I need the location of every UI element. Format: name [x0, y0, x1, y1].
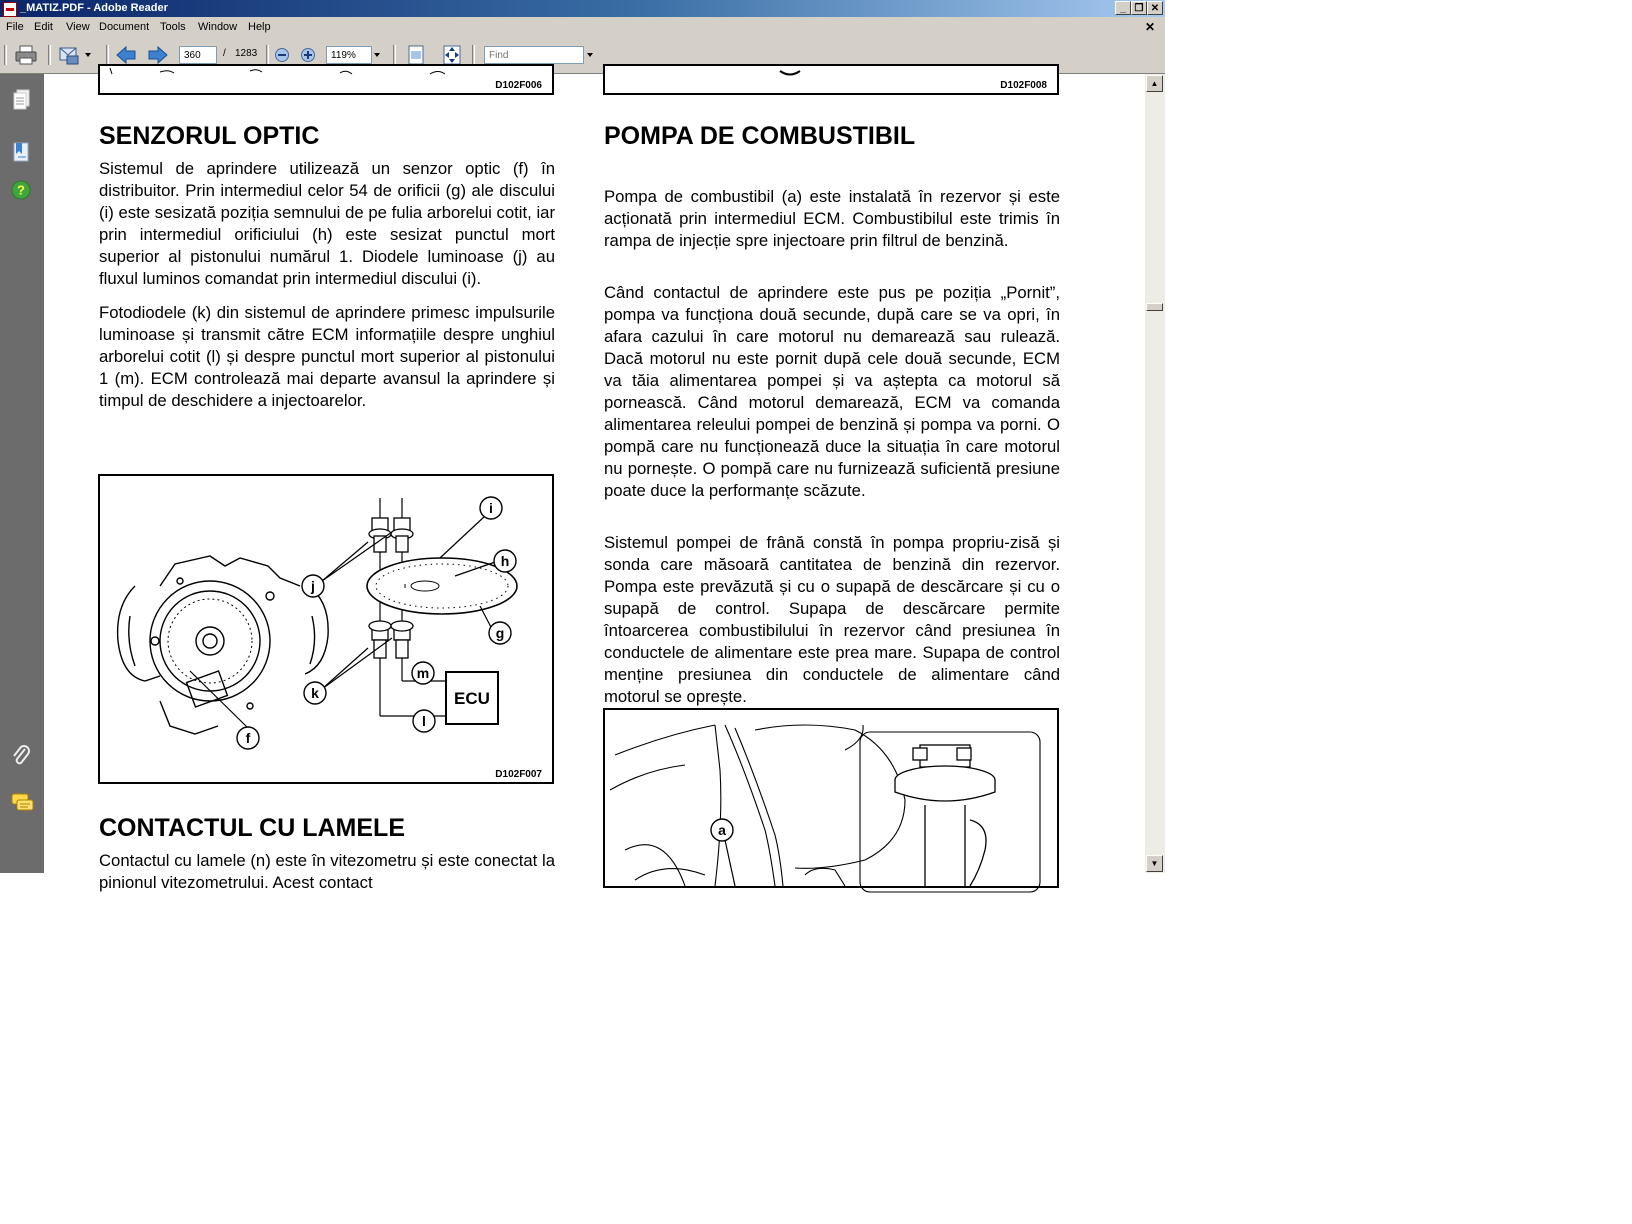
fuel-tank-diagram — [605, 710, 1057, 886]
find-dropdown-icon[interactable] — [586, 51, 594, 59]
callout-i: i — [489, 500, 493, 516]
vertical-scrollbar[interactable] — [1145, 74, 1165, 873]
minimize-button[interactable]: _ — [1115, 1, 1131, 15]
section-heading-optical-sensor: SENZORUL OPTIC — [99, 122, 320, 150]
previous-page-icon[interactable] — [115, 45, 137, 65]
callout-g: g — [495, 625, 505, 641]
menu-window[interactable]: Window — [198, 21, 238, 33]
paragraph-fuel-pump-1: Pompa de combustibil (a) este instalată în rezervor și este acționată prin intermediul ECM. Combustibilul este trimis în rampa de injecție spre injectoare prin filtrul de benzină. — [604, 187, 1060, 250]
optical-sensor-figure — [98, 474, 554, 784]
menu-tools[interactable]: Tools — [160, 21, 186, 33]
page-total: 1283 — [235, 48, 258, 59]
zoom-in-icon[interactable] — [300, 47, 316, 63]
section-heading-fuel-pump: POMPA DE COMBUSTIBIL — [604, 122, 916, 150]
window-title: _MATIZ.PDF - Adobe Reader — [20, 2, 168, 14]
figure-label: D102F007 — [495, 769, 542, 780]
document-view[interactable] — [44, 74, 1145, 892]
email-icon[interactable] — [57, 44, 81, 66]
document-close-icon[interactable]: ✕ — [1144, 20, 1155, 34]
zoom-dropdown-icon[interactable] — [373, 51, 381, 59]
toolbar-separator — [48, 45, 51, 65]
callout-l: l — [422, 713, 426, 729]
close-button[interactable]: ✕ — [1147, 1, 1163, 15]
scroll-up-button[interactable]: ▲ — [1146, 75, 1163, 92]
callout-k: k — [311, 685, 319, 701]
menu-help[interactable]: Help — [248, 21, 271, 33]
toolbar-grip — [4, 45, 7, 65]
attachments-icon[interactable] — [11, 744, 33, 768]
menu-view[interactable]: View — [66, 21, 90, 33]
print-icon[interactable] — [14, 44, 38, 66]
paragraph-fuel-pump-3: Sistemul pompei de frână constă în pompa propriu-zisă și sonda care măsoară cantitatea de benzină din rezervor. Pompa este prevăzută și cu o supapă de descărcare și cu o supapă de control. Supapa de descărcare permite întoarcerea combustibilului în rezervor când presiunea în conductele de alimentare este prea mare. Supapa de control menține presiunea din conductele de alimentare când motorul se oprește. — [604, 533, 1060, 706]
scroll-down-button[interactable]: ▼ — [1146, 855, 1163, 872]
paragraph-reed-switch: Contactul cu lamele (n) este în vitezometru și este conectat la pinionul vitezometrului. Acest contact — [99, 851, 555, 892]
menu-bar — [0, 17, 1165, 37]
callout-a: a — [718, 822, 726, 838]
find-input[interactable] — [484, 46, 584, 64]
bookmarks-icon[interactable] — [11, 140, 33, 164]
paragraph-optical-sensor-2: Fotodiodele (k) din sistemul de aprindere primesc impulsurile luminoase și transmit către ECM informațiile despre unghiul arborelui cotit (l) și despre punctul mort superior al pistonului 1 (m). ECM controlează mai departe avansul la aprindere și timpul de deschidere a injectoarelor. — [99, 303, 555, 410]
paragraph-optical-sensor-1: Sistemul de aprindere utilizează un senzor optic (f) în distribuitor. Prin intermediul celor 54 de orificii (g) ale discului (i) este sesizată poziția semnului de pe fulia arborelui cotit, iar prin intermediul orificiului (h) este sesizat punctul mort superior al pistonului numărul 1. Diodele luminoase (j) au fluxul luminos comandat prin intermediul discului (i). — [99, 159, 555, 288]
comments-icon[interactable] — [11, 792, 35, 814]
page-separator: / — [223, 48, 226, 59]
restore-button[interactable]: ❐ — [1131, 1, 1147, 15]
navigation-panel — [0, 74, 44, 873]
next-page-icon[interactable] — [147, 45, 169, 65]
toolbar-separator — [393, 45, 396, 65]
menu-file[interactable]: File — [6, 21, 24, 33]
pdf-app-icon — [3, 2, 17, 17]
ecu-label: ECU — [454, 689, 490, 708]
toolbar-separator — [472, 45, 475, 65]
callout-j: j — [311, 578, 315, 594]
page-number-input[interactable] — [179, 46, 217, 64]
fit-width-icon[interactable] — [441, 44, 463, 66]
svg-text:?: ? — [17, 182, 25, 198]
menu-document[interactable]: Document — [99, 21, 150, 33]
chevron-down-icon[interactable] — [84, 51, 92, 59]
zoom-out-icon[interactable] — [274, 47, 290, 63]
zoom-field[interactable] — [326, 46, 372, 64]
distributor-diagram — [100, 476, 552, 782]
section-heading-reed-switch: CONTACTUL CU LAMELE — [99, 814, 405, 842]
pages-icon[interactable] — [11, 88, 33, 112]
menu-edit[interactable]: Edit — [34, 21, 53, 33]
figure-label: D102F008 — [1000, 80, 1047, 91]
top-right-figure — [603, 64, 1059, 95]
title-bar — [0, 0, 1165, 17]
paragraph-fuel-pump-2: Când contactul de aprindere este pus pe poziția „Pornit”, pompa va funcționa două secunde, după care se va opri, în afara cazului în care motorul nu demarează sau rulează. Dacă motorul nu este pornit după cele două secunde, ECM va tăia alimentarea pompei și va aștepta ca motorul să pornească. Când motorul demarează, ECM va comanda alimentarea releului pompei de benzină și pompa va porni. O pompă care nu funcționează duce la situația în care motorul nu pornește. O pompă care nu furnizează suficientă presiune poate duce la performanțe scăzute. — [604, 283, 1060, 500]
scroll-thumb[interactable] — [1146, 303, 1163, 311]
top-left-figure — [98, 64, 554, 95]
help-icon[interactable] — [11, 180, 33, 202]
callout-f: f — [245, 730, 251, 746]
toolbar-separator — [266, 45, 269, 65]
fit-page-icon[interactable] — [405, 44, 427, 66]
callout-h: h — [500, 553, 510, 569]
figure-drawing-fragment — [605, 66, 1057, 93]
pdf-page — [44, 74, 1145, 892]
fuel-pump-figure — [603, 708, 1059, 888]
callout-m: m — [416, 665, 430, 681]
toolbar-separator — [106, 45, 109, 65]
figure-label: D102F006 — [495, 80, 542, 91]
figure-drawing-fragment — [100, 66, 552, 93]
